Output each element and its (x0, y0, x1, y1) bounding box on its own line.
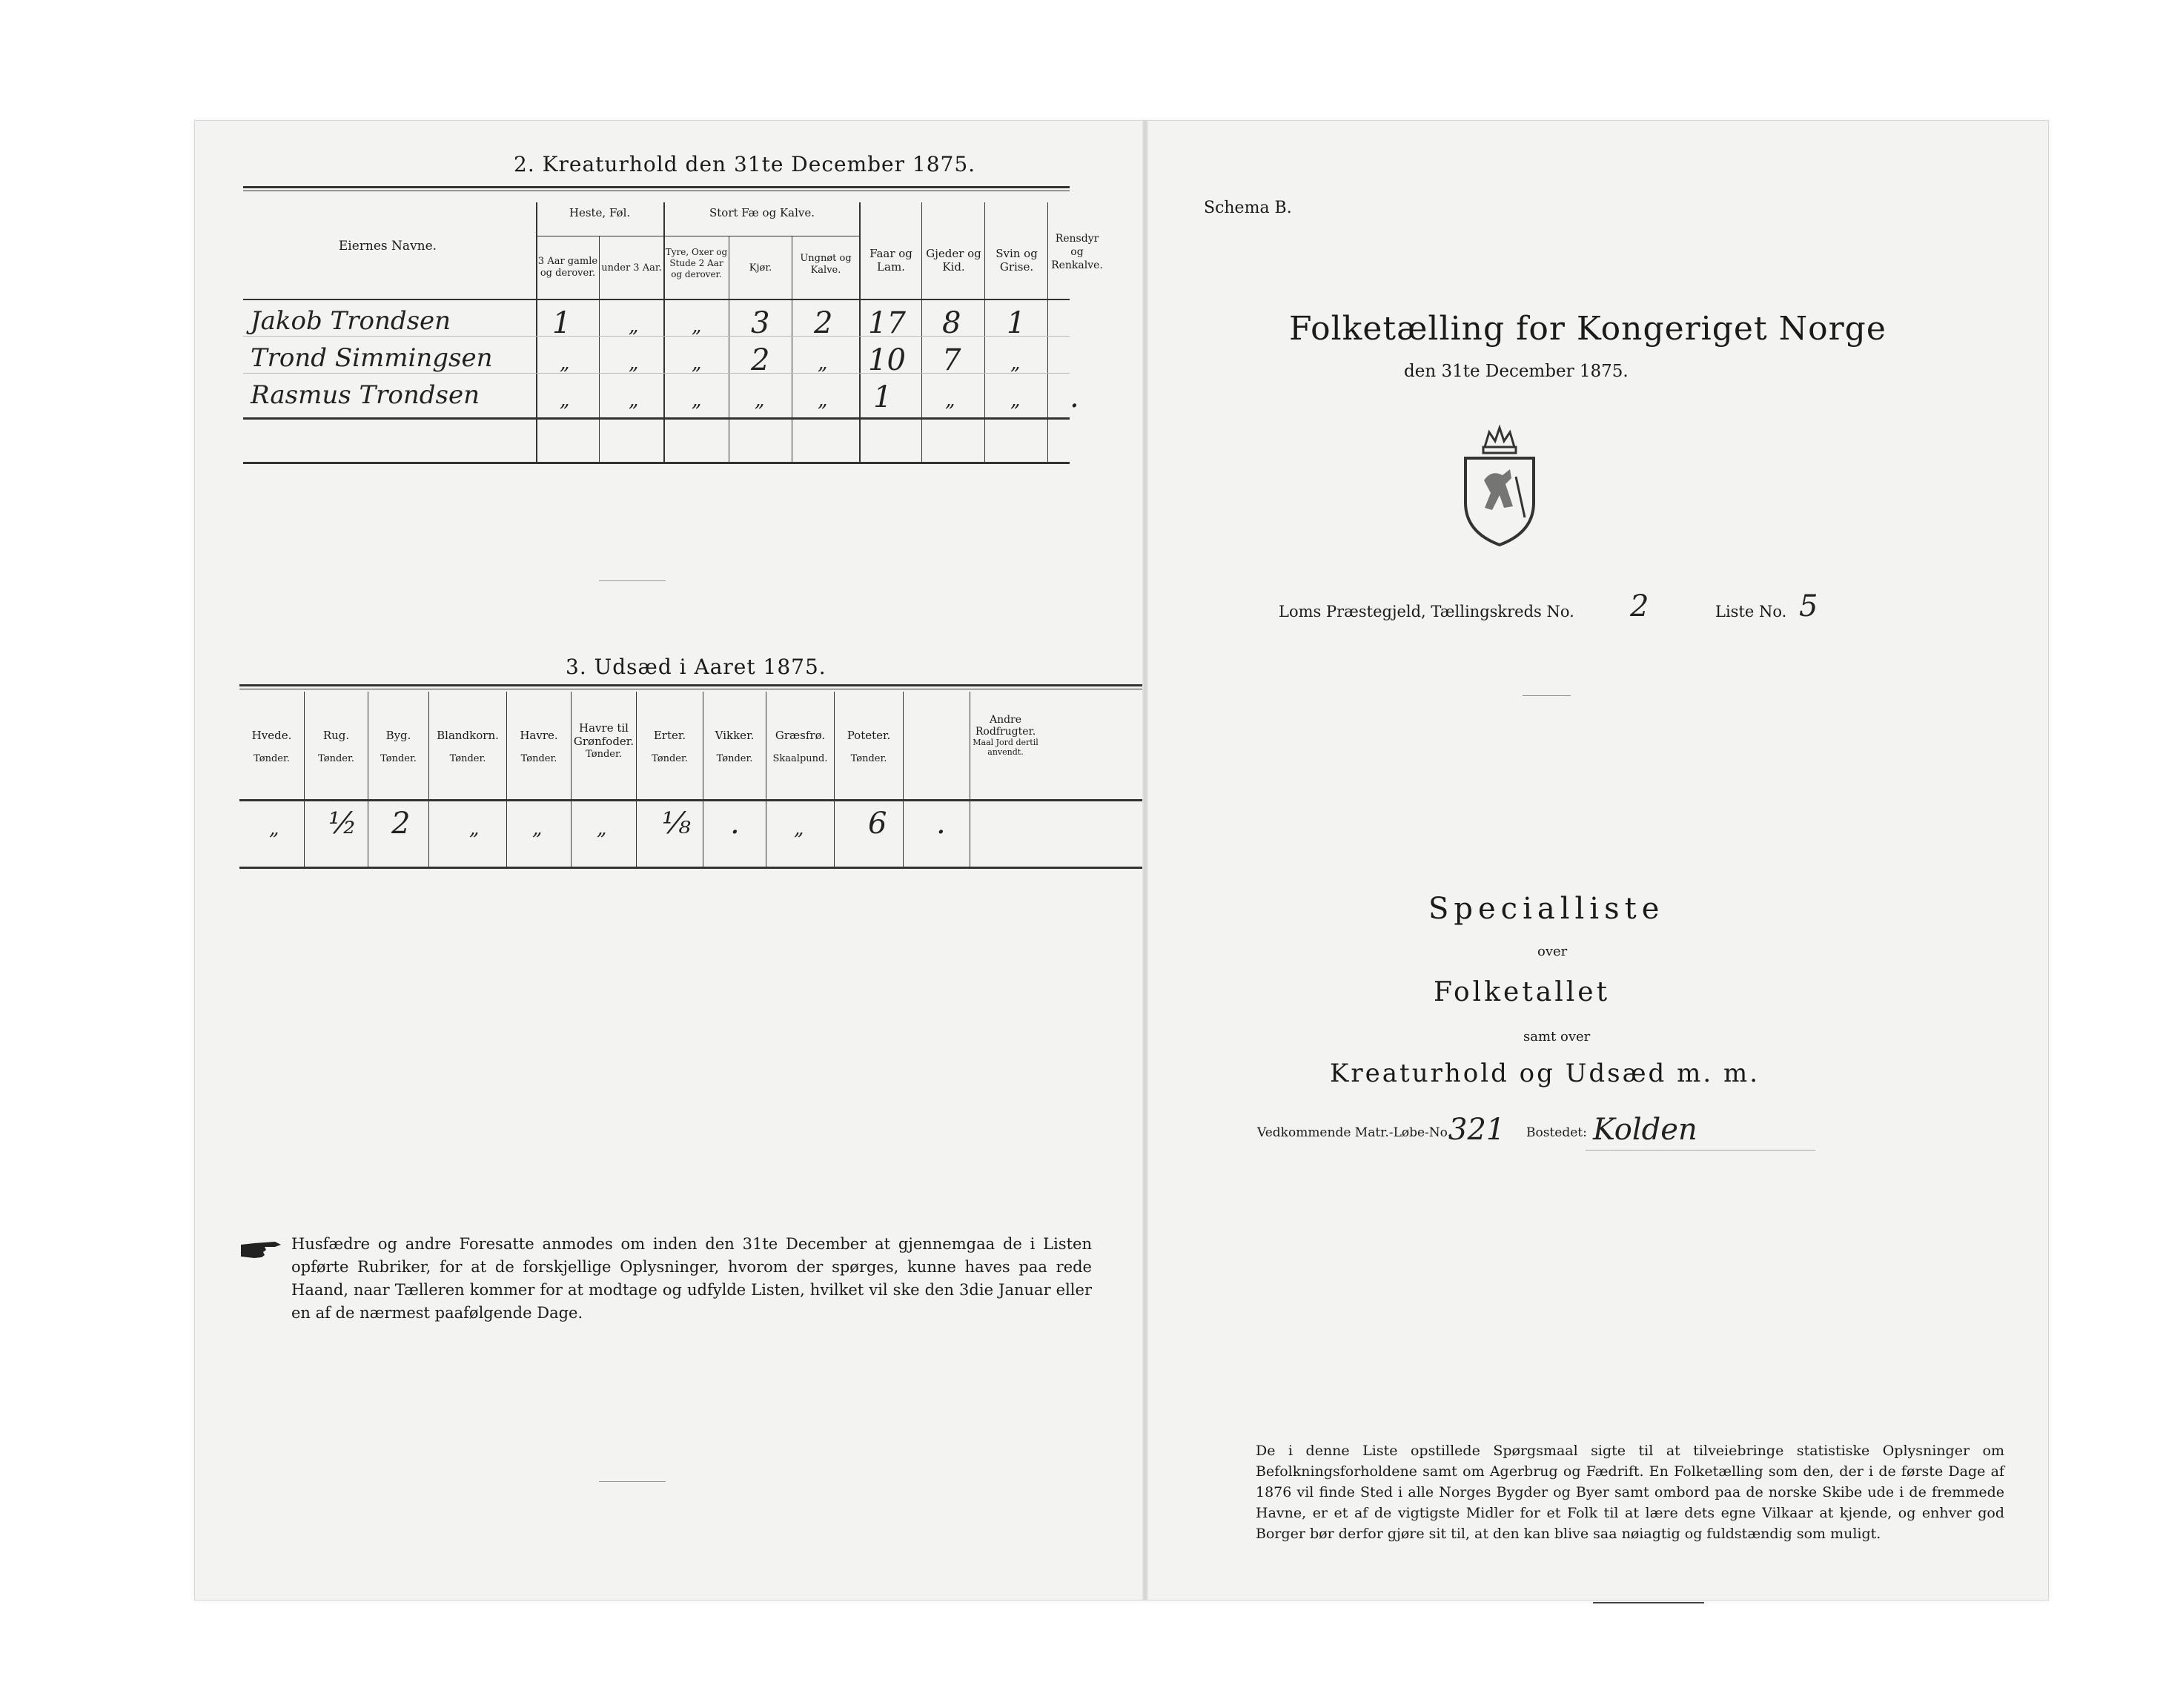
stort-group-header: Stort Fæ og Kalve. (709, 206, 815, 219)
cell: „ (818, 389, 828, 411)
seed-value: „ (794, 818, 804, 840)
owner-name: Rasmus Trondsen (251, 380, 480, 410)
seed-col-unit: Tønder. (520, 753, 557, 764)
kreaturhold-title: Kreaturhold og Udsæd m. m. (1330, 1059, 1760, 1088)
seed-col-unit: Maal Jord dertil anvendt. (973, 738, 1039, 757)
cell: 3 (751, 306, 770, 340)
schema-label: Schema B. (1204, 199, 1292, 217)
cell: „ (629, 352, 639, 374)
stort-sub2-header: Kjør. (749, 262, 772, 274)
seed-value: „ (469, 818, 480, 840)
folketallet-title: Folketallet (1434, 977, 1611, 1007)
document-title: Folketælling for Kongeriget Norge (1289, 310, 1886, 348)
cell: 7 (942, 343, 961, 377)
seed-col-name: Rug. (322, 729, 350, 742)
seed-col-name: Havre. (520, 729, 558, 742)
liste-number: 5 (1799, 589, 1818, 623)
seed-col-name: Hvede. (251, 729, 292, 742)
seed-value: 2 (391, 807, 411, 841)
seed-value: . (936, 807, 946, 841)
seed-col-name: Byg. (385, 729, 411, 742)
seed-col-unit: Tønder. (449, 753, 486, 764)
heste-group-header: Heste, Føl. (569, 206, 631, 219)
section2-heading: 2. Kreaturhold den 31te December 1875. (514, 152, 976, 176)
heste-sub2-header: under 3 Aar. (601, 262, 662, 274)
pointing-hand-icon (239, 1239, 284, 1261)
cell: „ (755, 389, 765, 411)
matr-label: Vedkommende Matr.-Løbe-No. (1257, 1125, 1451, 1140)
seed-col-unit: Tønder. (318, 753, 354, 764)
cell: „ (692, 389, 702, 411)
bostedet-label: Bostedet: (1526, 1125, 1587, 1140)
seed-value: „ (269, 818, 279, 840)
seed-col-name: Blandkorn. (437, 729, 499, 742)
stort-sub3-header: Ungnøt og Kalve. (800, 253, 852, 276)
liste-label: Liste No. (1715, 603, 1787, 620)
cell: . (1070, 380, 1079, 414)
cell: „ (560, 389, 570, 411)
bostedet-value: Kolden (1593, 1113, 1697, 1147)
kreds-number: 2 (1630, 589, 1649, 623)
owner-name: Trond Simmingsen (251, 343, 493, 373)
seed-col-unit: Skaalpund. (772, 753, 828, 764)
svin-header: Svin og Grise. (996, 247, 1038, 274)
cell: „ (1010, 352, 1021, 374)
cell: „ (629, 315, 639, 337)
specialliste-title: Specialliste (1428, 892, 1665, 926)
seed-value: ⅛ (662, 807, 691, 841)
over-label-1: over (1537, 944, 1568, 959)
cell: „ (629, 389, 639, 411)
seed-value: 6 (868, 807, 887, 841)
seed-value: ½ (328, 807, 357, 841)
seed-col-unit: Tønder. (254, 753, 290, 764)
seed-value: „ (597, 818, 607, 840)
left-page (195, 121, 1142, 1600)
stort-sub1-header: Tyre, Oxer og Stude 2 Aar og derover. (665, 247, 728, 279)
seed-col-unit: Tønder. (380, 753, 417, 764)
heste-sub1-header: 3 Aar gamle og derover. (537, 256, 598, 279)
faar-header: Faar og Lam. (869, 247, 912, 274)
seed-col-name: Poteter. (847, 729, 891, 742)
cell: „ (818, 352, 828, 374)
cell: 10 (868, 343, 906, 377)
right-page (1148, 121, 2048, 1600)
seed-col-name: Andre Rodfrugter. (975, 714, 1036, 738)
cell: 2 (814, 306, 833, 340)
seed-col-name: Havre til Grønfoder. (573, 721, 635, 748)
cell: 1 (873, 380, 892, 414)
document-date: den 31te December 1875. (1404, 362, 1629, 381)
owner-col-header: Eiernes Navne. (338, 239, 437, 254)
footnote-left: Husfædre og andre Foresatte anmodes om inden den 31te December at gjennemgaa de i Listen opførte Rubriker, for at de forskjellige Oplysninger, hvorom der spørges, kunne haves paa rede Haand, naar Tælleren kommer for at modtage og udfylde Listen, hvilket vil ske den 3die Januar eller en af de nærmest paafølgende Dage. (291, 1235, 1092, 1322)
footnote-right: De i denne Liste opstillede Spørgsmaal sigte til at tilveiebringe statistiske Oplysninger om Befolkningsforholdene samt om Agerbrug og Fædrift. En Folketælling som den, der i de første Dage af 1876 vil finde Sted i alle Norges Bygder og Byer samt ombord paa de norske Skibe ude i de fremmede Havne, er et af de vigtigste Midler for et Folk til at lære dets egne Vilkaar at kjende, og enhver god Borger bør derfor gjøre sit til, at den kan blive saa nøiagtig og fuldstændig som muligt. (1256, 1443, 2004, 1542)
cell: „ (1010, 389, 1021, 411)
matr-number: 321 (1448, 1113, 1505, 1147)
seed-col-unit: Tønder. (586, 749, 622, 760)
page-gutter (1142, 121, 1148, 1600)
seed-col-unit: Tønder. (716, 753, 753, 764)
cell: 1 (1007, 306, 1026, 340)
seed-value: . (730, 807, 740, 841)
scanned-document (194, 120, 2049, 1601)
seed-value: „ (532, 818, 543, 840)
section3-heading: 3. Udsæd i Aaret 1875. (566, 655, 827, 679)
cell: „ (692, 315, 702, 337)
seed-col-name: Vikker. (715, 729, 755, 742)
cell: 1 (552, 306, 572, 340)
cell: 17 (868, 306, 906, 340)
seed-col-unit: Tønder. (850, 753, 887, 764)
cell: „ (945, 389, 955, 411)
prestegjeld-prefix: Loms (1279, 603, 1322, 620)
seed-col-name: Erter. (653, 729, 686, 742)
cell: 2 (751, 343, 770, 377)
gjeder-header: Gjeder og Kid. (926, 247, 981, 274)
cell: „ (692, 352, 702, 374)
owner-name: Jakob Trondsen (251, 306, 451, 336)
cell: „ (560, 352, 570, 374)
seed-col-unit: Tønder. (652, 753, 688, 764)
norway-coat-of-arms-icon (1458, 425, 1541, 547)
cell: 8 (942, 306, 961, 340)
samt-over-label: samt over (1523, 1029, 1591, 1045)
prestegjeld-label: Præstegjeld, Tællingskreds No. (1325, 603, 1574, 620)
rensdyr-header: Rensdyr og Renkalve. (1051, 233, 1103, 271)
seed-col-name: Græsfrø. (775, 729, 826, 742)
